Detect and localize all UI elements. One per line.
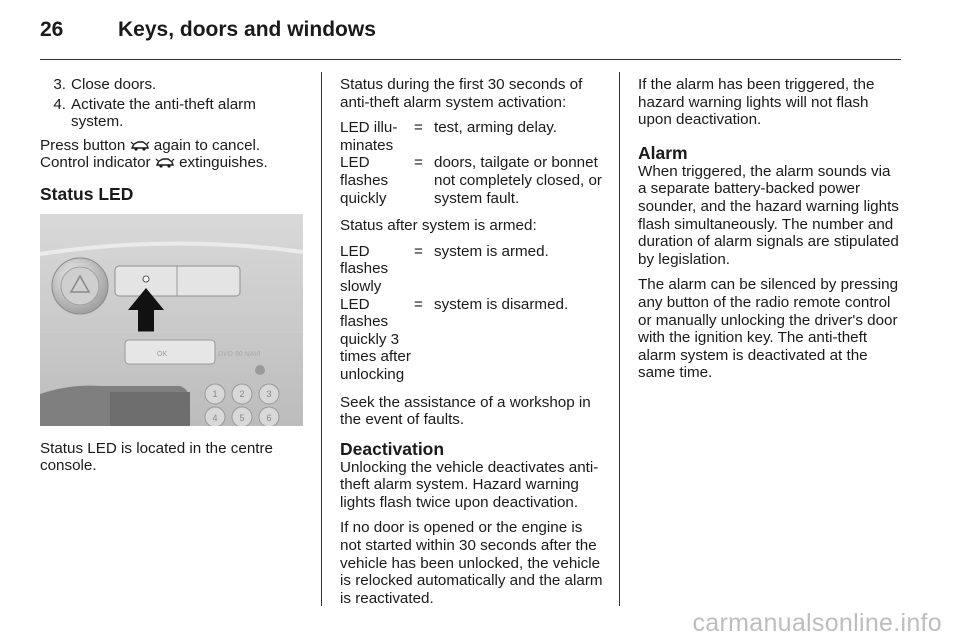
preset-key-4: 4: [212, 412, 218, 423]
status-led-heading: Status LED: [40, 183, 134, 204]
alarm-heading: Alarm: [638, 142, 688, 163]
radio-model-label: DVD 90 NAVI: [218, 350, 261, 358]
deactivation-paragraph-1: Unlocking the vehicle deactivates anti-theft alarm system. Hazard warning lights flash twice upon deactivation.: [340, 458, 599, 511]
steps-list: [40, 76, 308, 131]
status-desc: system is disarmed.: [434, 295, 569, 313]
list-item: 3. Close doors.: [53, 76, 157, 93]
status-term: LED illu-minates: [340, 119, 398, 154]
armed-intro: Status after system is armed:: [340, 217, 537, 235]
column-2: [340, 76, 606, 615]
page-number: 26: [40, 18, 64, 41]
status-term: LED flashes quickly 3 times after unlocking: [340, 295, 411, 383]
preset-key-1: 1: [212, 388, 218, 399]
triggered-note: If the alarm has been triggered, the hazard warning lights will not flash upon deactivation.: [638, 76, 875, 129]
deactivation-paragraph-2: If no door is opened or the engine is not started within 30 seconds after the vehicle has been unlocked, the vehicle is relocked automatically and the alarm is reactivated.: [340, 519, 603, 607]
armed-status-table: LED flashes slowly = system is armed. LED flashes quickly 3 times after unlocking = system is disarmed.: [340, 243, 606, 384]
header-divider: [40, 59, 901, 60]
column-divider-1: [321, 72, 322, 606]
status-desc: doors, tailgate or bonnet not completely closed, or system fault.: [434, 154, 602, 207]
preset-key-5: 5: [239, 412, 245, 423]
status-desc: test, arming delay.: [434, 119, 557, 137]
preset-key-6: 6: [266, 412, 272, 423]
deactivation-heading: Deactivation: [340, 438, 445, 459]
alarm-car-icon: [155, 157, 175, 169]
list-item: 4. Activate the anti-theft alarm system.: [53, 95, 256, 131]
cancel-instruction: Press button again to cancel. Control indicator extinguishes.: [40, 136, 268, 172]
status-term: LED flashes quickly: [340, 154, 389, 207]
alarm-paragraph-1: When triggered, the alarm sounds via a separate battery-backed power sounder, and the hazard warning lights flash simultaneously. The number and duration of alarm signals are stipulated by legislation.: [638, 162, 899, 268]
page-title: Keys, doors and windows: [118, 18, 376, 41]
preset-key-2: 2: [239, 388, 245, 399]
alarm-paragraph-2: The alarm can be silenced by pressing any button of the radio remote control or manually unlocking the driver's door with the ignition key. The anti-theft alarm system is deactivated at the same time.: [638, 276, 899, 382]
watermark: carmanualsonline.info: [692, 609, 942, 637]
column-divider-2: [619, 72, 620, 606]
alarm-car-icon: [130, 140, 150, 152]
status-desc: system is armed.: [434, 242, 549, 260]
status-term: LED flashes slowly: [340, 242, 389, 295]
column-1: [40, 76, 308, 483]
page-header: [40, 18, 376, 48]
activation-intro: Status during the first 30 seconds of anti-theft alarm system activation:: [340, 76, 583, 111]
photo-caption: Status LED is located in the centre console.: [40, 439, 274, 475]
preset-key-3: 3: [266, 388, 272, 399]
activation-status-table: LED illu-minates = test, arming delay. LED flashes quickly = doors, tailgate or bonnet not completely closed, or system fault.: [340, 119, 606, 207]
workshop-note: Seek the assistance of a workshop in the event of faults.: [340, 393, 591, 429]
centre-console-photo: [40, 214, 303, 426]
ok-label: OK: [157, 350, 168, 358]
column-3: [638, 76, 902, 390]
